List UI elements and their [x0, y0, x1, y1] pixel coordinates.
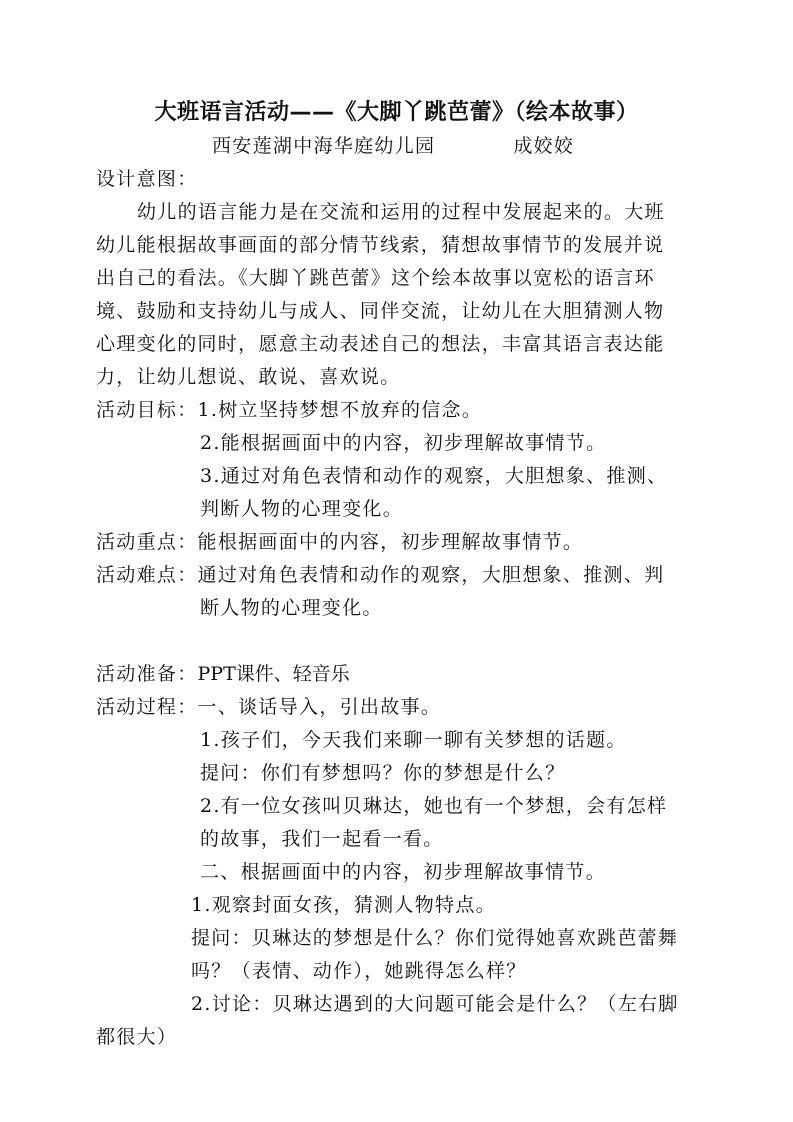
document-title: 大班语言活动——《大脚丫跳芭蕾》（绘本故事）: [154, 100, 639, 125]
process-line: 2.有一位女孩叫贝琳达，她也有一个梦想，会有怎样: [200, 795, 668, 817]
design-paragraph-line: 境、鼓励和支持幼儿与成人、同伴交流，让幼儿在大胆猜测人物: [96, 300, 665, 322]
process-part2-heading: 二、根据画面中的内容，初步理解故事情节。: [200, 861, 607, 883]
goal-item: 1.树立坚持梦想不放弃的信念。: [197, 399, 483, 421]
design-paragraph-line: 幼儿的语言能力是在交流和运用的过程中发展起来的。大班: [137, 201, 665, 223]
goal-item: 判断人物的心理变化。: [200, 498, 404, 520]
process-line: 的故事，我们一起看一看。: [200, 828, 444, 850]
process-line: 吗？（表情、动作），她跳得怎么样？: [191, 960, 527, 982]
difficulty-label: 活动难点：: [96, 564, 198, 586]
process-line: 都很大）: [96, 1026, 178, 1048]
difficulty-row: [96, 562, 664, 588]
goals-row: [96, 397, 482, 423]
preparation-row: [96, 661, 350, 687]
key-point-text: 能根据画面中的内容，初步理解故事情节。: [197, 531, 584, 553]
school-name: 西安莲湖中海华庭幼儿园: [212, 135, 436, 157]
goal-item: 3.通过对角色表情和动作的观察，大胆想象、推测、: [200, 465, 668, 487]
process-line: 提问：贝琳达的梦想是什么？你们觉得她喜欢跳芭蕾舞: [191, 927, 679, 949]
process-line: 1.观察封面女孩，猜测人物特点。: [191, 894, 496, 916]
difficulty-text: 断人物的心理变化。: [200, 597, 383, 619]
key-point-label: 活动重点：: [96, 531, 198, 553]
design-paragraph-line: 出自己的看法。《大脚丫跳芭蕾》这个绘本故事以宽松的语言环: [96, 267, 655, 289]
process-line: 2.讨论：贝琳达遇到的大问题可能会是什么？（左右脚: [191, 993, 679, 1015]
key-point-row: [96, 529, 583, 555]
goals-label: 活动目标：: [96, 399, 198, 421]
difficulty-text: 通过对角色表情和动作的观察，大胆想象、推测、判: [197, 564, 665, 586]
process-line: 提问：你们有梦想吗？你的梦想是什么？: [200, 762, 566, 784]
process-line: 1.孩子们，今天我们来聊一聊有关梦想的话题。: [200, 729, 627, 751]
preparation-text: PPT课件、轻音乐: [197, 663, 350, 685]
process-label: 活动过程：: [96, 696, 198, 718]
document-byline: [212, 133, 574, 159]
design-paragraph-line: 力，让幼儿想说、敢说、喜欢说。: [96, 366, 401, 388]
design-paragraph-line: 心理变化的同时，愿意主动表述自己的想法，丰富其语言表达能: [96, 333, 665, 355]
design-heading: 设计意图：: [96, 168, 198, 190]
design-paragraph-line: 幼儿能根据故事画面的部分情节线索，猜想故事情节的发展并说: [96, 234, 665, 256]
author-name: 成姣姣: [513, 135, 575, 157]
process-row: [96, 694, 441, 720]
preparation-label: 活动准备：: [96, 663, 198, 685]
process-part1-heading: 一、谈话导入，引出故事。: [197, 696, 442, 718]
goal-item: 2.能根据画面中的内容，初步理解故事情节。: [200, 432, 607, 454]
